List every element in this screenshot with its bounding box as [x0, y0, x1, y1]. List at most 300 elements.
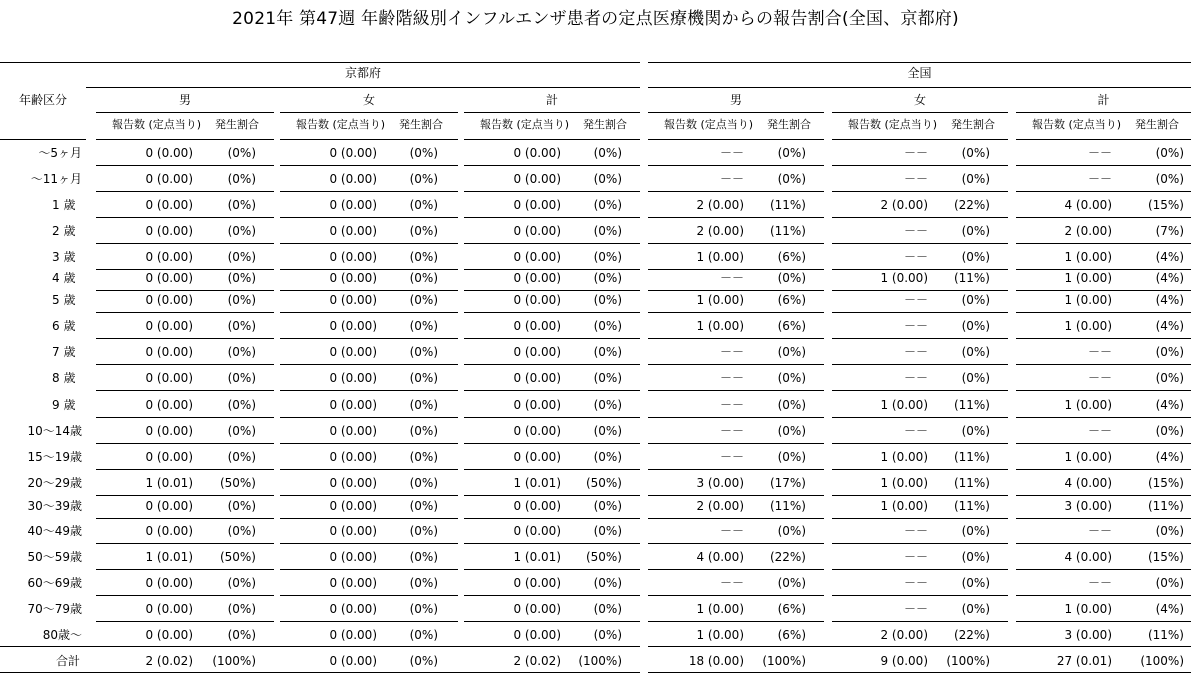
total-top-left — [0, 646, 640, 647]
report-count: 0 (0.00) — [513, 319, 561, 333]
row-rule — [832, 290, 1008, 291]
total-report-count: 9 (0.00) — [880, 654, 928, 668]
incidence-rate: (0%) — [409, 146, 438, 160]
top-rule — [0, 62, 640, 63]
incidence-rate: (0%) — [1155, 371, 1184, 385]
report-count: －－ — [719, 271, 744, 285]
row-rule — [832, 269, 1008, 270]
region-header-kyoto: 京都府 — [344, 66, 381, 80]
incidence-rate: (0%) — [227, 146, 256, 160]
incidence-rate: (0%) — [409, 345, 438, 359]
row-rule — [280, 243, 458, 244]
row-rule — [1016, 569, 1191, 570]
report-count: 0 (0.00) — [145, 499, 193, 513]
age-group-label: 6 歳 — [52, 319, 76, 333]
report-count: 0 (0.00) — [329, 424, 377, 438]
rate-header: 発生割合 — [399, 118, 443, 131]
report-count: 1 (0.00) — [696, 628, 744, 642]
total-top-right — [648, 646, 1191, 647]
incidence-rate: (0%) — [961, 602, 990, 616]
incidence-rate: (0%) — [409, 371, 438, 385]
incidence-rate: (0%) — [961, 576, 990, 590]
header-bottom-3 — [648, 139, 824, 140]
report-count: －－ — [903, 371, 928, 385]
row-rule — [96, 595, 274, 596]
row-rule — [1016, 217, 1191, 218]
report-count: 0 (0.00) — [145, 293, 193, 307]
incidence-rate: (0%) — [961, 550, 990, 564]
row-rule — [280, 364, 458, 365]
report-count: －－ — [719, 345, 744, 359]
row-rule — [832, 569, 1008, 570]
header-bottom-4 — [832, 139, 1008, 140]
total-report-count: 18 (0.00) — [688, 654, 744, 668]
incidence-rate: (11%) — [953, 398, 990, 412]
incidence-rate: (0%) — [409, 293, 438, 307]
row-rule — [464, 290, 640, 291]
row-rule — [280, 621, 458, 622]
total-report-count: 27 (0.01) — [1056, 654, 1112, 668]
row-rule — [1016, 543, 1191, 544]
incidence-rate: (0%) — [1155, 424, 1184, 438]
incidence-rate: (0%) — [409, 602, 438, 616]
incidence-rate: (0%) — [1155, 576, 1184, 590]
report-count: 0 (0.00) — [145, 450, 193, 464]
incidence-rate: (22%) — [953, 198, 990, 212]
report-count: －－ — [903, 172, 928, 186]
incidence-rate: (0%) — [593, 499, 622, 513]
incidence-rate: (0%) — [777, 146, 806, 160]
report-count: 1 (0.00) — [880, 476, 928, 490]
row-rule — [96, 518, 274, 519]
row-rule — [96, 417, 274, 418]
incidence-rate: (0%) — [961, 319, 990, 333]
row-rule — [280, 595, 458, 596]
row-rule — [96, 165, 274, 166]
report-count: 0 (0.00) — [513, 224, 561, 238]
incidence-rate: (0%) — [777, 524, 806, 538]
row-rule — [280, 312, 458, 313]
age-group-label: 20～29歳 — [27, 476, 82, 490]
report-count: 1 (0.00) — [880, 271, 928, 285]
report-count: 4 (0.00) — [1064, 476, 1112, 490]
row-rule — [96, 569, 274, 570]
row-rule — [96, 543, 274, 544]
report-count: 1 (0.00) — [1064, 250, 1112, 264]
report-count: －－ — [903, 602, 928, 616]
incidence-rate: (0%) — [227, 250, 256, 264]
incidence-rate: (6%) — [777, 319, 806, 333]
incidence-rate: (0%) — [593, 345, 622, 359]
header-bottom-left — [0, 139, 86, 140]
age-group-label: 80歳～ — [42, 628, 82, 642]
sex-rule-0 — [96, 112, 274, 113]
report-count: 2 (0.00) — [880, 628, 928, 642]
incidence-rate: (0%) — [777, 576, 806, 590]
incidence-rate: (0%) — [1155, 524, 1184, 538]
report-count: 0 (0.00) — [145, 602, 193, 616]
report-count: －－ — [719, 398, 744, 412]
incidence-rate: (0%) — [227, 271, 256, 285]
age-group-label: 8 歳 — [52, 371, 76, 385]
report-count: －－ — [1087, 371, 1112, 385]
report-count: －－ — [1087, 172, 1112, 186]
row-rule — [832, 364, 1008, 365]
report-count: －－ — [903, 424, 928, 438]
rate-header: 発生割合 — [583, 118, 627, 131]
report-count-header: 報告数 (定点当り) — [1032, 118, 1122, 131]
row-rule — [464, 417, 640, 418]
header-bottom-5 — [1016, 139, 1191, 140]
row-rule — [1016, 338, 1191, 339]
report-count: 0 (0.00) — [329, 476, 377, 490]
row-rule — [1016, 621, 1191, 622]
report-count: 0 (0.00) — [513, 524, 561, 538]
region-rule-national — [648, 87, 1191, 88]
report-count: 1 (0.00) — [1064, 319, 1112, 333]
row-rule — [832, 543, 1008, 544]
row-rule — [648, 269, 824, 270]
incidence-rate: (0%) — [593, 250, 622, 264]
report-count: 4 (0.00) — [1064, 198, 1112, 212]
row-rule — [280, 543, 458, 544]
age-group-label: 2 歳 — [52, 224, 76, 238]
row-rule — [464, 217, 640, 218]
incidence-rate: (11%) — [953, 499, 990, 513]
report-count: 0 (0.00) — [329, 146, 377, 160]
report-count: 0 (0.00) — [513, 398, 561, 412]
incidence-rate: (0%) — [593, 628, 622, 642]
incidence-rate: (0%) — [961, 224, 990, 238]
header-bottom-0 — [96, 139, 274, 140]
total-report-count: 2 (0.02) — [513, 654, 561, 668]
incidence-rate: (0%) — [593, 198, 622, 212]
report-count: 0 (0.00) — [329, 271, 377, 285]
report-count: 0 (0.00) — [513, 371, 561, 385]
incidence-rate: (0%) — [409, 450, 438, 464]
incidence-rate: (0%) — [1155, 172, 1184, 186]
row-rule — [832, 621, 1008, 622]
row-rule — [648, 312, 824, 313]
incidence-rate: (0%) — [409, 628, 438, 642]
incidence-rate: (4%) — [1155, 293, 1184, 307]
row-rule — [280, 390, 458, 391]
region-header-national: 全国 — [907, 66, 932, 80]
report-count: －－ — [719, 450, 744, 464]
row-rule — [280, 338, 458, 339]
sex-rule-3 — [648, 112, 824, 113]
report-count: 0 (0.00) — [329, 319, 377, 333]
incidence-rate: (22%) — [953, 628, 990, 642]
incidence-rate: (0%) — [227, 319, 256, 333]
row-rule — [1016, 518, 1191, 519]
bottom-rule-left — [0, 672, 640, 673]
report-count: 0 (0.00) — [145, 628, 193, 642]
row-rule — [648, 417, 824, 418]
incidence-rate: (6%) — [777, 628, 806, 642]
incidence-rate: (0%) — [777, 345, 806, 359]
incidence-rate: (0%) — [593, 576, 622, 590]
incidence-rate: (0%) — [227, 198, 256, 212]
age-column-header: 年齢区分 — [18, 93, 67, 107]
incidence-rate: (0%) — [777, 398, 806, 412]
row-rule — [648, 469, 824, 470]
report-count: －－ — [903, 293, 928, 307]
report-count: －－ — [903, 319, 928, 333]
report-count: 0 (0.00) — [329, 293, 377, 307]
report-count: 2 (0.00) — [696, 224, 744, 238]
report-count: 0 (0.00) — [145, 250, 193, 264]
report-count: 0 (0.00) — [329, 198, 377, 212]
incidence-rate: (4%) — [1155, 271, 1184, 285]
report-count: －－ — [903, 550, 928, 564]
incidence-rate: (0%) — [961, 345, 990, 359]
incidence-rate: (11%) — [1147, 499, 1184, 513]
incidence-rate: (0%) — [961, 172, 990, 186]
row-rule — [1016, 290, 1191, 291]
report-count: 0 (0.00) — [329, 345, 377, 359]
report-count-header: 報告数 (定点当り) — [480, 118, 570, 131]
incidence-rate: (0%) — [227, 576, 256, 590]
row-rule — [1016, 243, 1191, 244]
row-rule — [1016, 364, 1191, 365]
total-incidence-rate: (100%) — [212, 654, 256, 668]
row-rule — [1016, 165, 1191, 166]
row-rule — [832, 443, 1008, 444]
report-count: 0 (0.00) — [329, 550, 377, 564]
row-rule — [1016, 469, 1191, 470]
incidence-rate: (50%) — [219, 476, 256, 490]
report-count: －－ — [903, 576, 928, 590]
report-count: 0 (0.00) — [145, 424, 193, 438]
incidence-rate: (0%) — [227, 398, 256, 412]
row-rule — [648, 243, 824, 244]
row-rule — [648, 518, 824, 519]
sex-rule-4 — [832, 112, 1008, 113]
sex-header: 計 — [1097, 93, 1110, 107]
report-count: 0 (0.00) — [513, 602, 561, 616]
incidence-rate: (0%) — [777, 424, 806, 438]
row-rule — [96, 243, 274, 244]
page-title: 2021年 第47週 年齢階級別インフルエンザ患者の定点医療機関からの報告割合(全国、京都府) — [232, 9, 959, 29]
incidence-rate: (22%) — [769, 550, 806, 564]
row-rule — [280, 217, 458, 218]
age-group-label: 3 歳 — [52, 250, 76, 264]
bottom-rule-right — [648, 672, 1191, 673]
incidence-rate: (0%) — [227, 371, 256, 385]
report-count-header: 報告数 (定点当り) — [664, 118, 754, 131]
report-count: －－ — [903, 146, 928, 160]
incidence-rate: (7%) — [1155, 224, 1184, 238]
incidence-rate: (0%) — [961, 250, 990, 264]
row-rule — [1016, 595, 1191, 596]
report-count: 1 (0.00) — [696, 293, 744, 307]
report-count: －－ — [719, 524, 744, 538]
report-count-header: 報告数 (定点当り) — [848, 118, 938, 131]
incidence-rate: (0%) — [227, 293, 256, 307]
incidence-rate: (17%) — [769, 476, 806, 490]
incidence-rate: (4%) — [1155, 602, 1184, 616]
report-count: 0 (0.00) — [329, 576, 377, 590]
row-rule — [648, 191, 824, 192]
report-count: 0 (0.00) — [145, 198, 193, 212]
report-count: －－ — [903, 524, 928, 538]
incidence-rate: (6%) — [777, 250, 806, 264]
sex-header: 女 — [913, 93, 926, 107]
row-rule — [832, 312, 1008, 313]
incidence-rate: (0%) — [777, 450, 806, 464]
report-count: －－ — [1087, 146, 1112, 160]
row-rule — [832, 495, 1008, 496]
row-rule — [96, 443, 274, 444]
incidence-rate: (0%) — [593, 172, 622, 186]
row-rule — [832, 338, 1008, 339]
report-count: 0 (0.00) — [145, 319, 193, 333]
row-rule — [96, 312, 274, 313]
total-incidence-rate: (100%) — [578, 654, 622, 668]
age-group-label: ～11ヶ月 — [30, 172, 82, 186]
row-rule — [464, 443, 640, 444]
report-count: 0 (0.00) — [329, 628, 377, 642]
row-rule — [648, 443, 824, 444]
incidence-rate: (0%) — [227, 345, 256, 359]
report-count: 0 (0.00) — [513, 146, 561, 160]
incidence-rate: (6%) — [777, 293, 806, 307]
report-count: 1 (0.00) — [1064, 602, 1112, 616]
header-bottom-1 — [280, 139, 458, 140]
row-rule — [832, 595, 1008, 596]
age-group-label: 30～39歳 — [27, 499, 82, 513]
report-count: 0 (0.00) — [513, 271, 561, 285]
row-rule — [280, 269, 458, 270]
sex-rule-1 — [280, 112, 458, 113]
report-count: 0 (0.00) — [513, 424, 561, 438]
incidence-rate: (0%) — [961, 146, 990, 160]
report-count: 1 (0.00) — [1064, 450, 1112, 464]
report-count-header: 報告数 (定点当り) — [112, 118, 202, 131]
report-count: 1 (0.00) — [696, 319, 744, 333]
sex-header: 計 — [545, 93, 558, 107]
report-count: 2 (0.00) — [1064, 224, 1112, 238]
rate-header: 発生割合 — [1135, 118, 1179, 131]
row-rule — [1016, 269, 1191, 270]
age-group-label: 7 歳 — [52, 345, 76, 359]
report-count: －－ — [1087, 345, 1112, 359]
row-rule — [648, 495, 824, 496]
row-rule — [832, 417, 1008, 418]
row-rule — [280, 495, 458, 496]
incidence-rate: (0%) — [409, 550, 438, 564]
incidence-rate: (0%) — [227, 524, 256, 538]
row-rule — [280, 290, 458, 291]
report-count: 1 (0.01) — [513, 476, 561, 490]
incidence-rate: (0%) — [961, 424, 990, 438]
incidence-rate: (4%) — [1155, 450, 1184, 464]
report-count: 1 (0.00) — [880, 398, 928, 412]
report-count: 1 (0.01) — [513, 550, 561, 564]
row-rule — [464, 569, 640, 570]
incidence-rate: (50%) — [585, 476, 622, 490]
row-rule — [832, 469, 1008, 470]
row-rule — [96, 290, 274, 291]
report-count: 4 (0.00) — [1064, 550, 1112, 564]
report-count: 0 (0.00) — [145, 398, 193, 412]
region-rule-kyoto — [86, 87, 640, 88]
report-count: 0 (0.00) — [513, 293, 561, 307]
report-count: 0 (0.00) — [513, 172, 561, 186]
sex-header: 女 — [362, 93, 375, 107]
row-rule — [648, 621, 824, 622]
incidence-rate: (0%) — [777, 371, 806, 385]
incidence-rate: (4%) — [1155, 250, 1184, 264]
report-count: 1 (0.01) — [145, 550, 193, 564]
row-rule — [96, 217, 274, 218]
report-count: 1 (0.00) — [1064, 271, 1112, 285]
sex-rule-2 — [464, 112, 640, 113]
age-group-label: 50～59歳 — [27, 550, 82, 564]
sex-rule-5 — [1016, 112, 1191, 113]
report-count-header: 報告数 (定点当り) — [296, 118, 386, 131]
report-count: 0 (0.00) — [145, 146, 193, 160]
row-rule — [280, 191, 458, 192]
report-count: 0 (0.00) — [145, 371, 193, 385]
row-rule — [464, 469, 640, 470]
incidence-rate: (15%) — [1147, 476, 1184, 490]
incidence-rate: (0%) — [227, 628, 256, 642]
report-count: 1 (0.00) — [880, 450, 928, 464]
age-group-label: 4 歳 — [52, 271, 76, 285]
incidence-rate: (11%) — [769, 499, 806, 513]
report-count: －－ — [1087, 576, 1112, 590]
sex-header: 男 — [729, 93, 742, 107]
row-rule — [280, 469, 458, 470]
row-rule — [96, 390, 274, 391]
total-incidence-rate: (0%) — [409, 654, 438, 668]
row-rule — [464, 518, 640, 519]
report-count: 0 (0.00) — [513, 450, 561, 464]
total-incidence-rate: (100%) — [762, 654, 806, 668]
age-group-label: 1 歳 — [52, 198, 76, 212]
incidence-rate: (0%) — [777, 172, 806, 186]
report-count: 0 (0.00) — [329, 524, 377, 538]
report-count: 2 (0.00) — [696, 198, 744, 212]
row-rule — [648, 364, 824, 365]
row-rule — [648, 595, 824, 596]
row-rule — [280, 443, 458, 444]
incidence-rate: (11%) — [769, 224, 806, 238]
row-rule — [1016, 191, 1191, 192]
incidence-rate: (0%) — [593, 293, 622, 307]
incidence-rate: (0%) — [409, 319, 438, 333]
age-group-label: 15～19歳 — [27, 450, 82, 464]
age-group-label: 60～69歳 — [27, 576, 82, 590]
report-count: －－ — [903, 224, 928, 238]
report-count: －－ — [903, 345, 928, 359]
row-rule — [96, 495, 274, 496]
sex-header: 男 — [178, 93, 191, 107]
incidence-rate: (0%) — [227, 172, 256, 186]
incidence-rate: (0%) — [1155, 146, 1184, 160]
incidence-rate: (0%) — [961, 524, 990, 538]
row-rule — [464, 595, 640, 596]
row-rule — [648, 569, 824, 570]
report-count: 0 (0.00) — [513, 198, 561, 212]
report-count: 1 (0.01) — [145, 476, 193, 490]
age-group-label: 70～79歳 — [27, 602, 82, 616]
report-count: 0 (0.00) — [145, 524, 193, 538]
report-count: 0 (0.00) — [145, 576, 193, 590]
top-rule-national — [648, 62, 1191, 63]
